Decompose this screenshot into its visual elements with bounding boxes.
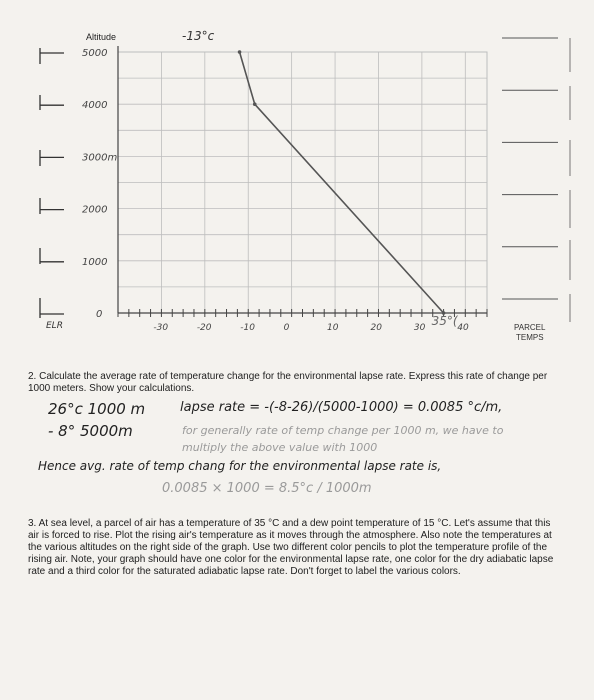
y-tick-label: 4000 (82, 100, 108, 112)
temps-label: TEMPS (516, 333, 544, 342)
y-tick-label: 2000 (82, 204, 108, 216)
answer-given-high: - 8° 5000m (48, 422, 133, 440)
x-tick-label: 40 (457, 323, 469, 333)
top-temp-annotation: -13°c (182, 29, 215, 43)
question-2: 2. Calculate the average rate of temperature change for the environmental lapse rate. Express this rate of change per 1000 meters. Show your calculations. (28, 371, 548, 394)
x-tick-label: 0 (283, 323, 290, 333)
x-tick-label: -30 (153, 323, 169, 333)
x-tick-label: -20 (196, 323, 212, 333)
answer-result: 0.0085 × 1000 = 8.5°c / 1000m (162, 481, 372, 496)
parcel-temps-column (502, 38, 570, 322)
elr-label: ELR (46, 321, 63, 331)
answer-line-3: multiply the above value with 1000 (182, 441, 378, 454)
y-tick-label: 5000 (82, 48, 108, 59)
x-tick-label: 20 (370, 323, 382, 333)
x-tick-label: -10 (240, 323, 255, 333)
x-tick-label: 10 (327, 323, 339, 333)
answer-line-2: for generally rate of temp change per 1000 m, we have to (182, 424, 504, 437)
question-3: 3. At sea level, a parcel of air has a temperature of 35 °C and a dew point temperature of 15 °C. Let's assume that this air is forced to rise. Plot the rising air's temperature as it moves through the atmosphere. Also note the temperatures at the various altitudes on the right side of the graph. Use two different color pencils to plot the temperature profile of the rising air. Note, your graph should have one color for the environmental lapse rate, one color for the dry adiabatic lapse rate and a third color for the saturated adiabatic lapse rate. Don't forget to label the various colors. (28, 518, 554, 577)
y-tick-label: 3000m (82, 152, 118, 164)
y-tick-label: 1000 (82, 256, 108, 268)
y-axis-title: Altitude (86, 32, 117, 42)
answer-given-low: 26°c 1000 m (48, 400, 146, 418)
x-parcel-start-label: 35°( (431, 314, 458, 328)
answer-lapse-formula: lapse rate = -(-8-26)/(5000-1000) = 0.0085 °c/m, (180, 400, 503, 415)
left-tick-dashes (40, 48, 64, 318)
answer-line-4: Hence avg. rate of temp chang for the environmental lapse rate is, (38, 459, 442, 473)
chart-grid (118, 52, 487, 313)
elr-series-point (238, 50, 242, 54)
y-tick-label: 0 (96, 309, 103, 320)
chart-axes (118, 46, 487, 317)
parcel-label: PARCEL (514, 323, 546, 332)
chart-labels (46, 29, 546, 342)
x-tick-label: 30 (413, 323, 426, 333)
elr-series-point (253, 102, 257, 106)
